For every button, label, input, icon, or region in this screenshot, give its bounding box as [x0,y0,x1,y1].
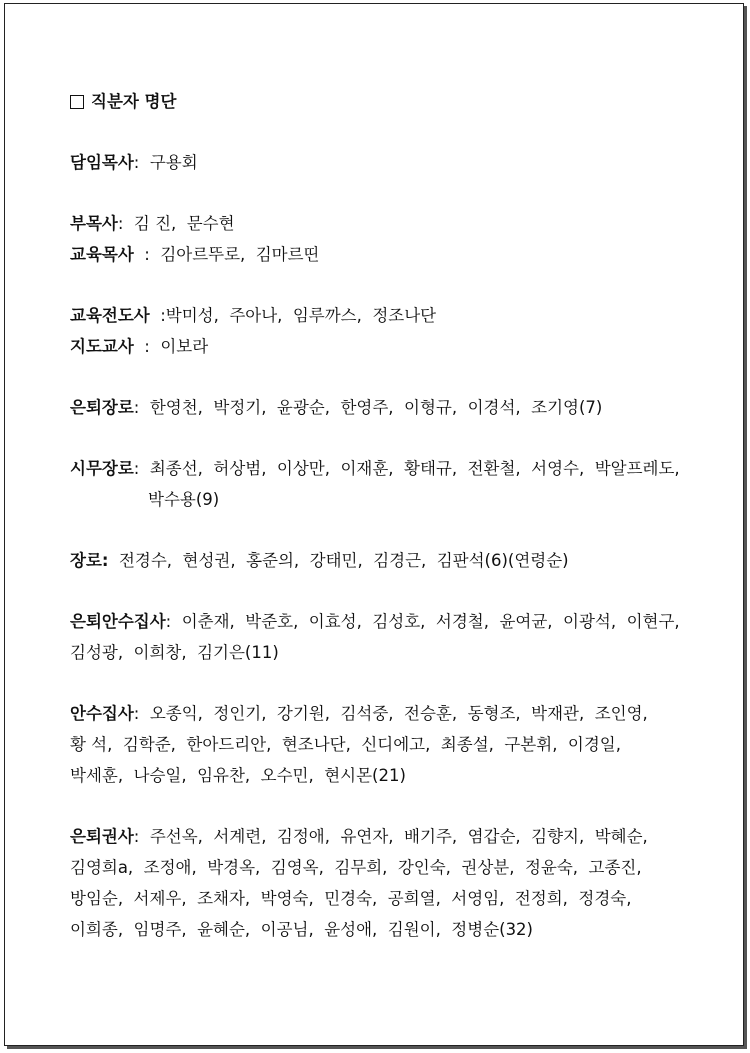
entry-ansu-cont2 [70,765,406,787]
entry-ansu-cont1 [70,734,621,756]
entry-names: 전경수, 현성권, 홍준의, 강태민, 김경근, 김판석(6)(연령순) [118,551,569,570]
entry-jeondo [70,305,436,327]
entry-names: 박수용(9) [148,490,220,509]
entry-simu-jangro [70,458,680,480]
entry-sep: : [133,245,161,264]
entry-names: 김아르뚜로, 김마르띤 [160,245,320,264]
entry-sep: : [133,704,150,723]
entry-euntoi-gwonsa-cont3 [70,919,533,941]
entry-label: 장로: [70,551,109,570]
entry-label: 부목사 [70,214,118,233]
checkbox-square-icon [70,95,84,109]
entry-names: 박미성, 주아나, 임루까스, 정조나단 [165,306,437,325]
entry-label: 은퇴권사 [70,827,134,846]
entry-label: 은퇴안수집사 [70,612,166,631]
entry-euntoi-gwonsa-cont2 [70,888,631,910]
entry-ansu [70,703,648,725]
entry-bumok [70,213,235,235]
entry-label: 은퇴장로 [70,398,134,417]
entry-euntoi-gwonsa-cont1 [70,857,642,879]
entry-names: 이희종, 임명주, 윤혜순, 이공님, 윤성애, 김원이, 정병순(32) [70,920,533,939]
entry-sep: : [117,214,134,233]
entry-label: 시무장로 [70,459,134,478]
entry-sep: : [133,459,150,478]
entry-euntoi-jangro [70,397,602,419]
entry-sep: : [133,153,150,172]
entry-euntoi-ansu [70,611,680,633]
entry-gyoyuk [70,244,320,266]
entry-simu-jangro-cont [148,489,219,511]
entry-sep: : [149,306,166,325]
entry-label: 안수집사 [70,704,134,723]
entry-names: 김성광, 이희창, 김기은(11) [70,643,279,662]
entry-jangro [70,550,569,572]
entry-label: 교육목사 [70,245,134,264]
entry-names: 오종익, 정인기, 강기원, 김석중, 전승훈, 동형조, 박재관, 조인영, [149,704,648,723]
entry-names: 황 석, 김학준, 한아드리안, 현조나단, 신디에고, 최종설, 구본휘, 이경일, [70,735,621,754]
entry-label: 교육전도사 [70,306,150,325]
entry-names: 구용회 [149,153,198,172]
entry-label: 지도교사 [70,337,134,356]
entry-names: 한영천, 박정기, 윤광순, 한영주, 이형규, 이경석, 조기영(7) [149,398,603,417]
entry-euntoi-gwonsa [70,826,648,848]
entry-names: 박세훈, 나승일, 임유찬, 오수민, 현시몬(21) [70,766,406,785]
entry-names: 최종선, 허상범, 이상만, 이재훈, 황태규, 전환철, 서영수, 박알프레도, [149,459,680,478]
entry-names: 방임순, 서제우, 조채자, 박영숙, 민경숙, 공희열, 서영임, 전정희, 정경숙, [70,889,632,908]
entry-sep: : [165,612,182,631]
entry-sep: : [133,337,161,356]
entry-names: 김영희a, 조정애, 박경옥, 김영옥, 김무희, 강인숙, 권상분, 정윤숙, 고종진, [70,858,642,877]
entry-names: 김 진, 문수현 [133,214,235,233]
document-page [4,3,744,1046]
entry-names: 이보라 [160,337,209,356]
entry-names: 이춘재, 박준호, 이효성, 김성호, 서경철, 윤여균, 이광석, 이현구, [181,612,680,631]
entry-label: 담임목사 [70,153,134,172]
entry-damim [70,152,198,174]
entry-jido [70,336,208,358]
entry-sep: : [133,398,150,417]
entry-sep: : [133,827,150,846]
entry-sep [108,551,119,570]
entry-names: 주선옥, 서계련, 김정애, 유연자, 배기주, 염갑순, 김향지, 박혜순, [149,827,648,846]
section-heading [70,91,176,113]
heading-text: 직분자 명단 [91,92,177,111]
entry-euntoi-ansu-cont [70,642,279,664]
